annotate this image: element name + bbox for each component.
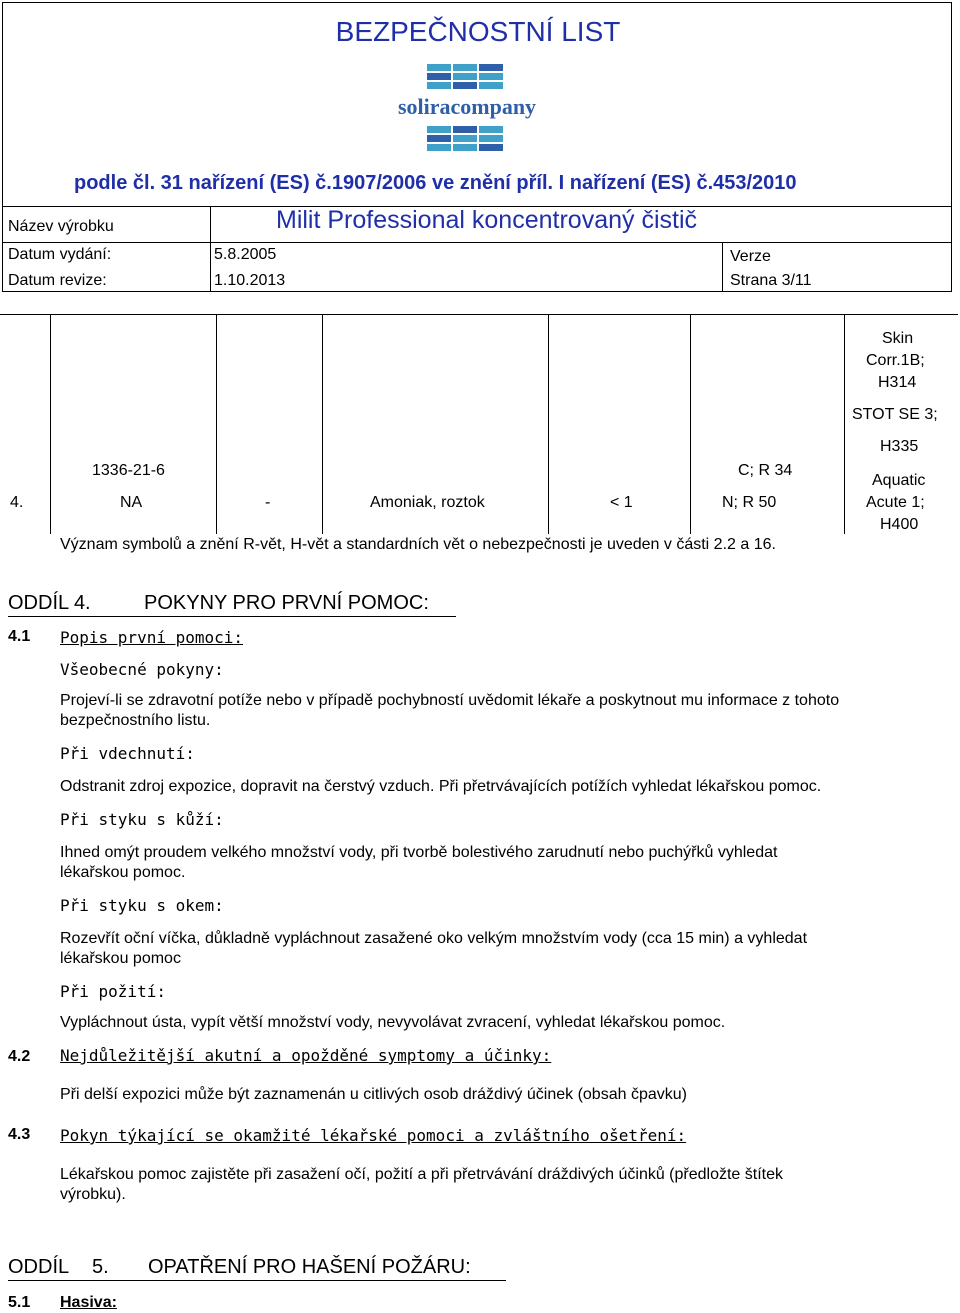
logo-mark bbox=[427, 64, 503, 89]
clp-classification: Acute 1; bbox=[866, 494, 925, 511]
issue-date-label: Datum vydání: bbox=[8, 246, 112, 263]
section-underline bbox=[8, 616, 456, 617]
header-divider bbox=[210, 206, 211, 292]
clp-classification: Corr.1B; bbox=[866, 352, 925, 369]
section-title: OPATŘENÍ PRO HAŠENÍ POŽÁRU: bbox=[148, 1256, 471, 1278]
paragraph-text: Při delší expozici může být zaznamenán u citlivých osob dráždivý účinek (obsah čpavku) bbox=[60, 1086, 687, 1103]
section-label: ODDÍL 4. bbox=[8, 592, 91, 614]
paragraph-heading: Při styku s okem: bbox=[60, 896, 224, 915]
version-label: Verze bbox=[730, 248, 771, 265]
subsection-number: 4.3 bbox=[8, 1126, 31, 1143]
issue-date-value: 5.8.2005 bbox=[214, 246, 277, 263]
paragraph-text: lékařskou pomoc bbox=[60, 950, 181, 967]
cas-number: 1336-21-6 bbox=[92, 462, 165, 479]
subsection-title: Pokyn týkající se okamžité lékařské pomoci a zvláštního ošetření: bbox=[60, 1126, 687, 1145]
paragraph-text: výrobku). bbox=[60, 1186, 126, 1203]
ec-number: NA bbox=[120, 494, 143, 511]
substance-name: Amoniak, roztok bbox=[370, 494, 485, 511]
table-row-number: 4. bbox=[10, 494, 24, 511]
logo-wordmark: soliracompany bbox=[397, 94, 537, 119]
section-number: 5. bbox=[92, 1256, 109, 1278]
clp-classification: H335 bbox=[880, 438, 919, 455]
index-number: - bbox=[265, 494, 271, 511]
table-col-divider bbox=[216, 314, 217, 534]
subsection-title: Popis první pomoci: bbox=[60, 628, 244, 647]
revision-date-value: 1.10.2013 bbox=[214, 272, 286, 289]
regulation-line: podle čl. 31 nařízení (ES) č.1907/2006 ve znění příl. I nařízení (ES) č.453/2010 bbox=[74, 172, 797, 194]
document-title: BEZPEČNOSTNÍ LIST bbox=[335, 16, 621, 47]
product-label: Název výrobku bbox=[8, 218, 114, 235]
subsection-number: 4.1 bbox=[8, 628, 31, 645]
section-label: ODDÍL bbox=[8, 1256, 70, 1278]
table-col-divider bbox=[844, 314, 845, 534]
header-divider bbox=[2, 242, 952, 243]
dsd-classification: N; R 50 bbox=[722, 494, 777, 511]
revision-date-label: Datum revize: bbox=[8, 272, 107, 289]
company-logo bbox=[397, 64, 537, 160]
paragraph-text: Projeví-li se zdravotní potíže nebo v případě pochybností uvědomit lékaře a poskytnout mu informace z tohoto bbox=[60, 692, 840, 709]
paragraph-text: Vypláchnout ústa, vypít větší množství vody, nevyvolávat zvracení, vyhledat lékařskou pomoc. bbox=[60, 1014, 726, 1031]
paragraph-heading: Při styku s kůží: bbox=[60, 810, 224, 829]
paragraph-text: bezpečnostního listu. bbox=[60, 712, 211, 729]
table-col-divider bbox=[690, 314, 691, 534]
clp-classification: STOT SE 3; bbox=[852, 406, 938, 423]
table-col-divider bbox=[322, 314, 323, 534]
subsection-title: Hasiva: bbox=[60, 1294, 117, 1311]
subsection-number: 5.1 bbox=[8, 1294, 31, 1311]
subsection-title: Nejdůležitější akutní a opožděné symptomy a účinky: bbox=[60, 1046, 552, 1065]
symbols-note: Význam symbolů a znění R-vět, H-vět a standardních vět o nebezpečnosti je uveden v části 2.2 a 16. bbox=[60, 536, 776, 553]
paragraph-heading: Všeobecné pokyny: bbox=[60, 660, 224, 679]
dsd-classification: C; R 34 bbox=[738, 462, 793, 479]
clp-classification: Skin bbox=[882, 330, 914, 347]
paragraph-text: Odstranit zdroj expozice, dopravit na čerstvý vzduch. Při přetrvávajících potížích vyhledat lékařskou pomoc. bbox=[60, 778, 822, 795]
section-underline bbox=[8, 1280, 506, 1281]
header-divider bbox=[722, 242, 723, 292]
paragraph-heading: Při vdechnutí: bbox=[60, 744, 195, 763]
page-number: Strana 3/11 bbox=[730, 272, 812, 289]
paragraph-text: Lékařskou pomoc zajistěte při zasažení očí, požití a při přetrvávání dráždivých účinků (předložte štítek bbox=[60, 1166, 784, 1183]
paragraph-text: Ihned omýt proudem velkého množství vody, při tvorbě bolestivého zarudnutí nebo puchýřků vyhledat bbox=[60, 844, 778, 861]
table-top-border bbox=[0, 314, 958, 315]
section-title: POKYNY PRO PRVNÍ POMOC: bbox=[144, 592, 429, 614]
table-col-divider bbox=[548, 314, 549, 534]
subsection-number: 4.2 bbox=[8, 1048, 31, 1065]
paragraph-heading: Při požití: bbox=[60, 982, 166, 1001]
table-col-divider bbox=[50, 314, 51, 534]
product-name: Milit Professional koncentrovaný čistič bbox=[276, 206, 697, 234]
paragraph-text: lékařskou pomoc. bbox=[60, 864, 186, 881]
concentration: < 1 bbox=[610, 494, 633, 511]
clp-classification: H314 bbox=[878, 374, 917, 391]
clp-classification: Aquatic bbox=[872, 472, 926, 489]
clp-classification: H400 bbox=[880, 516, 919, 533]
paragraph-text: Rozevřít oční víčka, důkladně vypláchnout zasažené oko velkým množstvím vody (cca 15 min) a vyhledat bbox=[60, 930, 808, 947]
